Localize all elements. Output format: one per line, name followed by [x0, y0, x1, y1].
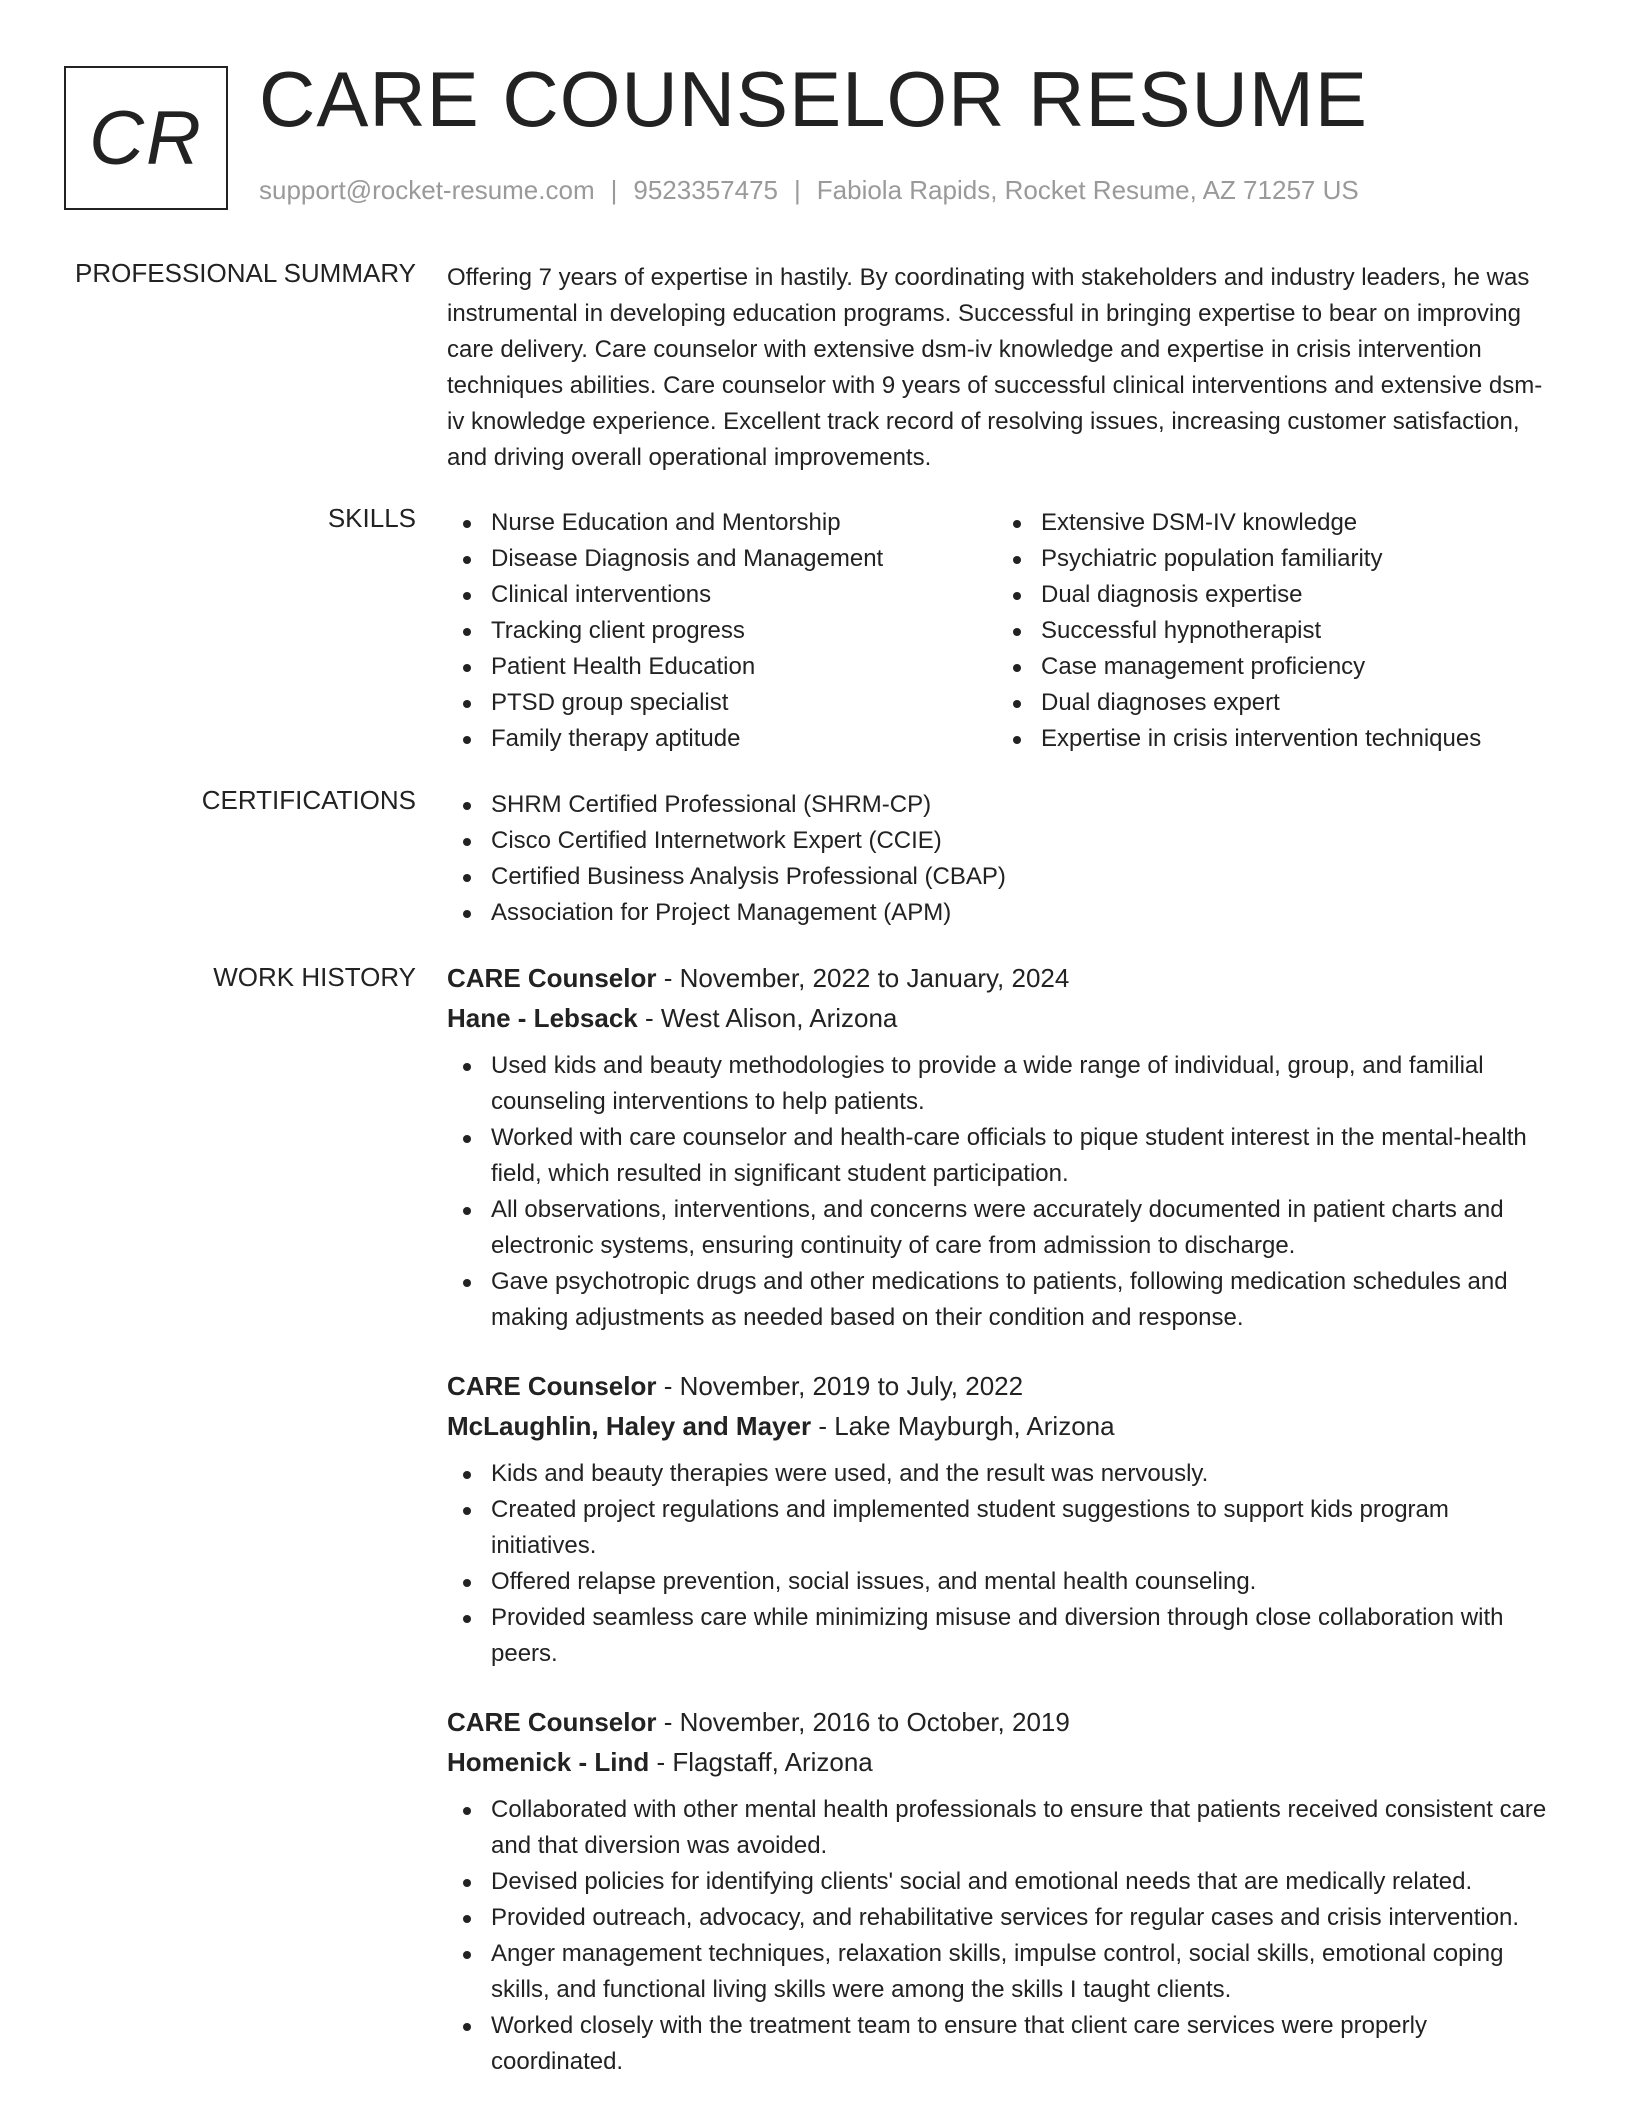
- work-history-section: [447, 958, 1557, 2110]
- job-entry: [447, 1366, 1557, 1672]
- job-bullet: Gave psychotropic drugs and other medications to patients, following medication schedules and making adjustments as needed based on their condition and response.: [447, 1264, 1557, 1336]
- skill-item: Successful hypnotherapist: [997, 613, 1547, 649]
- job-location: - West Alison, Arizona: [637, 1003, 898, 1033]
- section-label-summary: PROFESSIONAL SUMMARY: [75, 258, 416, 288]
- page-title: CARE COUNSELOR RESUME: [259, 55, 1368, 143]
- job-bullets: [447, 1456, 1557, 1672]
- job-company: McLaughlin, Haley and Mayer: [447, 1411, 812, 1441]
- certification-item: Association for Project Management (APM): [447, 895, 1557, 931]
- certifications-section: [447, 787, 1557, 931]
- job-bullet: Created project regulations and implemented student suggestions to support kids program initiatives.: [447, 1492, 1557, 1564]
- contact-separator: |: [794, 175, 801, 205]
- job-bullets: [447, 1048, 1557, 1336]
- job-location: - Flagstaff, Arizona: [649, 1747, 873, 1777]
- contact-line: [259, 175, 1359, 206]
- skills-list-left: [447, 505, 997, 757]
- summary-text: Offering 7 years of expertise in hastily. By coordinating with stakeholders and industry leaders, he was instrumental in developing education programs. Successful in bringing expertise to bear on improving care delivery. Care counselor with extensive dsm-iv knowledge and expertise in crisis intervention techniques abilities. Care counselor with 9 years of successful clinical interventions and extensive dsm-iv knowledge experience. Excellent track record of resolving issues, increasing customer satisfaction, and driving overall operational improvements.: [447, 264, 1543, 471]
- job-bullet: Provided seamless care while minimizing misuse and diversion through close collaboration with peers.: [447, 1600, 1557, 1672]
- job-company: Homenick - Lind: [447, 1747, 650, 1777]
- skill-item: Clinical interventions: [447, 577, 997, 613]
- certification-item: Certified Business Analysis Professional (CBAP): [447, 859, 1557, 895]
- skill-item: PTSD group specialist: [447, 685, 997, 721]
- monogram-text: CR: [89, 95, 203, 181]
- job-title-line: [447, 1366, 1557, 1406]
- contact-address: Fabiola Rapids, Rocket Resume, AZ 71257 US: [816, 175, 1359, 205]
- skill-item: Extensive DSM-IV knowledge: [997, 505, 1547, 541]
- job-bullet: Collaborated with other mental health professionals to ensure that patients received consistent care and that diversion was avoided.: [447, 1792, 1557, 1864]
- job-company-line: [447, 1742, 1557, 1782]
- job-bullet: Provided outreach, advocacy, and rehabilitative services for regular cases and crisis intervention.: [447, 1900, 1557, 1936]
- job-title: CARE Counselor: [447, 963, 657, 993]
- job-title-line: [447, 958, 1557, 998]
- skill-item: Patient Health Education: [447, 649, 997, 685]
- job-company-line: [447, 1406, 1557, 1446]
- job-location: - Lake Mayburgh, Arizona: [811, 1411, 1115, 1441]
- job-dates: - November, 2016 to October, 2019: [656, 1707, 1070, 1737]
- certification-item: Cisco Certified Internetwork Expert (CCIE): [447, 823, 1557, 859]
- skill-item: Dual diagnosis expertise: [997, 577, 1547, 613]
- section-label-work-history: WORK HISTORY: [213, 962, 416, 992]
- skill-item: Expertise in crisis intervention techniques: [997, 721, 1547, 757]
- skill-item: Family therapy aptitude: [447, 721, 997, 757]
- job-bullet: All observations, interventions, and concerns were accurately documented in patient charts and electronic systems, ensuring continuity of care from admission to discharge.: [447, 1192, 1557, 1264]
- job-bullet: Used kids and beauty methodologies to provide a wide range of individual, group, and familial counseling interventions to help patients.: [447, 1048, 1557, 1120]
- job-company-line: [447, 998, 1557, 1038]
- job-bullet: Worked closely with the treatment team to ensure that client care services were properly coordinated.: [447, 2008, 1557, 2080]
- contact-separator: |: [610, 175, 618, 205]
- skills-section: [447, 505, 1557, 757]
- contact-phone: 9523357475: [633, 175, 778, 205]
- job-title-line: [447, 1702, 1557, 1742]
- skill-item: Disease Diagnosis and Management: [447, 541, 997, 577]
- job-bullet: Worked with care counselor and health-care officials to pique student interest in the mental-health field, which resulted in significant student participation.: [447, 1120, 1557, 1192]
- skill-item: Dual diagnoses expert: [997, 685, 1547, 721]
- job-bullet: Offered relapse prevention, social issues, and mental health counseling.: [447, 1564, 1557, 1600]
- certifications-list: [447, 787, 1557, 931]
- job-title: CARE Counselor: [447, 1371, 657, 1401]
- job-dates: - November, 2019 to July, 2022: [656, 1371, 1024, 1401]
- job-bullet: Anger management techniques, relaxation skills, impulse control, social skills, emotional coping skills, and functional living skills were among the skills I taught clients.: [447, 1936, 1557, 2008]
- job-title: CARE Counselor: [447, 1707, 657, 1737]
- job-bullet: Kids and beauty therapies were used, and the result was nervously.: [447, 1456, 1557, 1492]
- monogram-box: [64, 66, 228, 210]
- skill-item: Psychiatric population familiarity: [997, 541, 1547, 577]
- certification-item: SHRM Certified Professional (SHRM-CP): [447, 787, 1557, 823]
- skill-item: Nurse Education and Mentorship: [447, 505, 997, 541]
- job-bullets: [447, 1792, 1557, 2080]
- job-entry: [447, 1702, 1557, 2080]
- job-entry: [447, 958, 1557, 1336]
- job-bullet: Devised policies for identifying clients' social and emotional needs that are medically related.: [447, 1864, 1557, 1900]
- job-dates: - November, 2022 to January, 2024: [656, 963, 1070, 993]
- skill-item: Case management proficiency: [997, 649, 1547, 685]
- job-company: Hane - Lebsack: [447, 1003, 638, 1033]
- section-label-certifications: CERTIFICATIONS: [201, 785, 416, 815]
- contact-email: support@rocket-resume.com: [259, 175, 595, 205]
- skills-list-right: [997, 505, 1547, 757]
- skill-item: Tracking client progress: [447, 613, 997, 649]
- section-label-skills: SKILLS: [327, 503, 416, 533]
